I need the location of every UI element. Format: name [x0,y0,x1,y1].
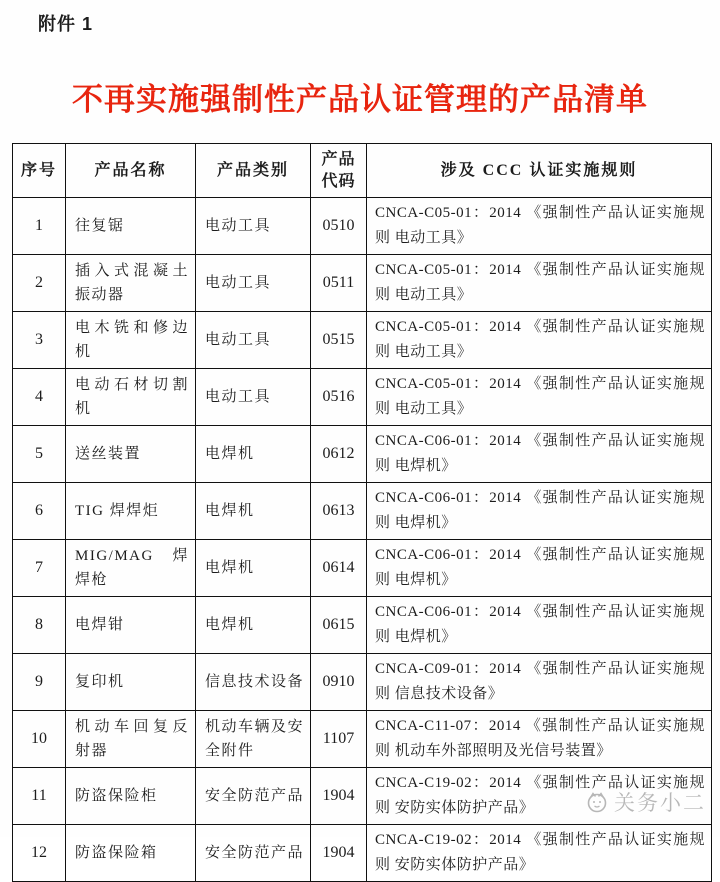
cell-product-name: 往复锯 [66,198,196,255]
cell-product-code: 0511 [311,255,367,312]
cell-product-code: 0516 [311,369,367,426]
product-table-body [13,198,712,882]
cell-product-code: 0614 [311,540,367,597]
cell-product-code: 0515 [311,312,367,369]
col-header-product-code: 产品代码 [311,144,367,198]
table-row [13,312,712,369]
cell-ccc-rule: CNCA-C11-07：2014 《强制性产品认证实施规则 机动车外部照明及光信号装置》 [367,711,712,768]
col-header-ccc-rule: 涉及 CCC 认证实施规则 [367,144,712,198]
cell-ccc-rule: CNCA-C06-01：2014 《强制性产品认证实施规则 电焊机》 [367,483,712,540]
cell-product-category: 信息技术设备 [196,654,311,711]
col-header-serial-number: 序号 [13,144,66,198]
cell-ccc-rule: CNCA-C05-01：2014 《强制性产品认证实施规则 电动工具》 [367,198,712,255]
cell-product-name: 机动车回复反射器 [66,711,196,768]
watermark-text: 关务小二 [614,792,706,815]
cell-serial-number: 10 [13,711,66,768]
cell-product-category: 电动工具 [196,198,311,255]
table-row [13,483,712,540]
cell-product-name: 电木铣和修边机 [66,312,196,369]
cell-ccc-rule: CNCA-C05-01：2014 《强制性产品认证实施规则 电动工具》 [367,312,712,369]
cell-ccc-rule: CNCA-C05-01：2014 《强制性产品认证实施规则 电动工具》 [367,369,712,426]
cell-product-category: 电焊机 [196,483,311,540]
cell-ccc-rule: CNCA-C19-02：2014 《强制性产品认证实施规则 安防实体防护产品》 [367,825,712,882]
cell-ccc-rule: CNCA-C19-02：2014 《强制性产品认证实施规则 安防实体防护产品》 [367,768,712,825]
table-row [13,255,712,312]
col-header-product-category: 产品类别 [196,144,311,198]
cell-serial-number: 12 [13,825,66,882]
attachment-label: 附件 1 [38,14,94,34]
cell-product-name: 送丝装置 [66,426,196,483]
cell-serial-number: 2 [13,255,66,312]
table-row [13,711,712,768]
cell-ccc-rule: CNCA-C09-01：2014 《强制性产品认证实施规则 信息技术设备》 [367,654,712,711]
table-row [13,540,712,597]
cell-serial-number: 5 [13,426,66,483]
cell-product-code: 1904 [311,825,367,882]
table-row [13,198,712,255]
cell-product-code: 1904 [311,768,367,825]
cell-product-category: 电焊机 [196,426,311,483]
cell-product-name: 复印机 [66,654,196,711]
cell-product-name: 电焊钳 [66,597,196,654]
table-row [13,426,712,483]
cell-serial-number: 6 [13,483,66,540]
cell-serial-number: 3 [13,312,66,369]
cell-serial-number: 7 [13,540,66,597]
cell-product-name: TIG 焊焊炬 [66,483,196,540]
cell-product-code: 0615 [311,597,367,654]
cell-serial-number: 8 [13,597,66,654]
cell-product-category: 电焊机 [196,540,311,597]
table-header-row [13,144,712,198]
cell-serial-number: 4 [13,369,66,426]
cell-product-code: 0910 [311,654,367,711]
cell-product-category: 安全防范产品 [196,768,311,825]
cell-product-code: 0510 [311,198,367,255]
cell-product-code: 1107 [311,711,367,768]
cell-serial-number: 9 [13,654,66,711]
product-table [12,143,712,882]
cell-serial-number: 1 [13,198,66,255]
cell-product-category: 电动工具 [196,369,311,426]
cell-ccc-rule: CNCA-C06-01：2014 《强制性产品认证实施规则 电焊机》 [367,597,712,654]
cell-product-name: 插入式混凝土振动器 [66,255,196,312]
cell-product-code: 0612 [311,426,367,483]
cell-product-name: MIG/MAG 焊焊枪 [66,540,196,597]
table-row [13,768,712,825]
cell-serial-number: 11 [13,768,66,825]
cell-ccc-rule: CNCA-C05-01：2014 《强制性产品认证实施规则 电动工具》 [367,255,712,312]
cell-product-category: 安全防范产品 [196,825,311,882]
cell-ccc-rule: CNCA-C06-01：2014 《强制性产品认证实施规则 电焊机》 [367,426,712,483]
cell-product-category: 机动车辆及安全附件 [196,711,311,768]
cell-product-name: 防盗保险箱 [66,825,196,882]
cell-product-code: 0613 [311,483,367,540]
cell-product-category: 电动工具 [196,255,311,312]
cell-product-category: 电动工具 [196,312,311,369]
cell-product-name: 防盗保险柜 [66,768,196,825]
table-row [13,654,712,711]
table-row [13,369,712,426]
table-row [13,597,712,654]
cell-product-name: 电动石材切割机 [66,369,196,426]
cell-product-category: 电焊机 [196,597,311,654]
page-title: 不再实施强制性产品认证管理的产品清单 [72,82,648,117]
table-row [13,825,712,882]
cell-ccc-rule: CNCA-C06-01：2014 《强制性产品认证实施规则 电焊机》 [367,540,712,597]
col-header-product-name: 产品名称 [66,144,196,198]
